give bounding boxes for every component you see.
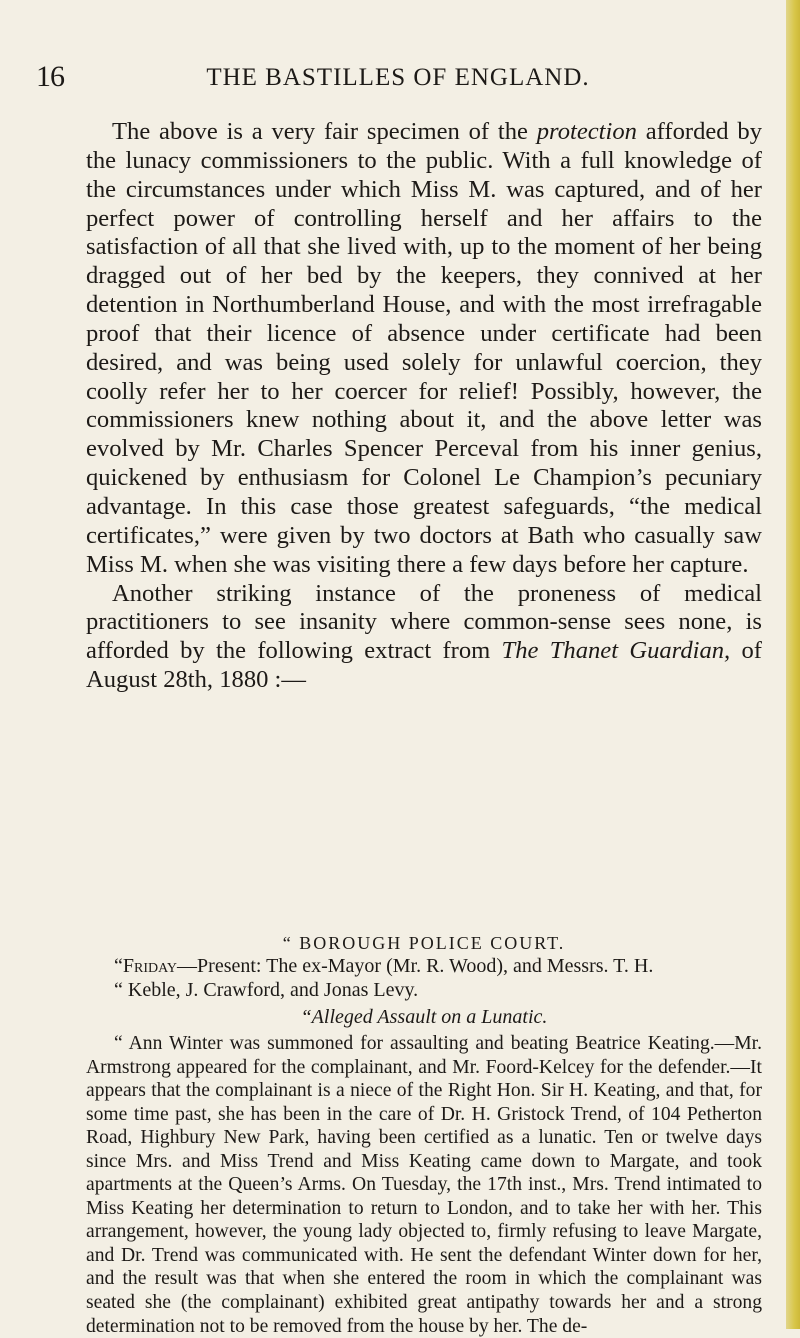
paragraph-2 <box>86 580 762 695</box>
paragraph-1 <box>86 118 762 580</box>
paragraph-1-text-b: afforded by the lunacy commissioners to the public. With a full knowledge of the circumstances under which Miss M. was captured, and of her perfect power of controlling herself and her affairs to the satisfaction of all that she lived with, up to the moment of her being dragged out of her bed by the keepers, they connived at her detention in Northumberland House, and with the most irrefragable proof that their licence of absence under certificate had been desired, and was being used solely for unlawful coercion, they coolly refer her to her coercer for relief! Possibly, however, the commissioners knew nothing about it, and the above letter was evolved by Mr. Charles Spencer Perceval from his inner genius, quickened by enthusiasm for Colonel Le Champion’s pecuniary advantage. In this case those greatest safeguards, “the medical certificates,” were given by two doctors at Bath who casually saw Miss M. when she was visiting there a few days before her capture. <box>86 118 762 578</box>
extract-heading: “ BOROUGH POLICE COURT. <box>282 933 566 953</box>
newspaper-extract <box>86 932 762 1338</box>
book-page <box>28 0 768 1337</box>
page-edge <box>786 0 800 1329</box>
running-head <box>28 60 768 100</box>
court-present-line-2: “ Keble, J. Crawford, and Jonas Levy. <box>114 979 419 1001</box>
court-present-text: —Present: The ex-Mayor (Mr. R. Wood), and Messrs. T. H. <box>177 955 654 977</box>
paragraph-2-text-a: Another striking instance of the proneness of medical practitioners to see insanity where common-sense sees none, is afforded by the following extract from <box>86 579 762 665</box>
friday-label: “Friday <box>114 955 178 977</box>
extract-subheading: “Alleged Assault on a Lunatic. <box>300 1006 548 1028</box>
paragraph-1-italic: protection <box>536 118 637 145</box>
main-text <box>86 118 762 695</box>
extract-body: “ Ann Winter was summoned for assaulting and beating Beatrice Keating.—Mr. Armstrong appeared for the complainant, and Mr. Foord-Kelcey for the defender.—It appears that the complainant is a niece of the Right Hon. Sir H. Keating, and that, for some time past, she has been in the care of Dr. H. Gristock Trend, of 104 Petherton Road, Highbury New Park, having been certified as a lunatic. Ten or twelve days since Mrs. and Miss Trend and Miss Keating came down to Margate, and took apartments at the Queen’s Arms. On Tuesday, the 17th inst., Mrs. Trend intimated to Miss Keating her determination to return to London, and to take her with her. This arrangement, however, the young lady objected to, firmly refusing to leave Margate, and Dr. Trend was communicated with. He sent the defendant Winter down for her, and the result was that when she entered the room in which the complainant was seated she (the complainant) exhibited great antipathy towards her and a strong determination not to be removed from the house by her. The de- <box>86 1033 762 1337</box>
paragraph-1-text-a: The above is a very fair specimen of the <box>112 118 537 145</box>
paragraph-2-text-b: of August 28th, 1880 :— <box>86 637 762 694</box>
newspaper-title: The Thanet Guardian, <box>501 637 731 665</box>
court-present-line <box>86 954 762 978</box>
running-title: THE BASTILLES OF ENGLAND. <box>206 64 590 91</box>
page-number: 16 <box>36 60 64 93</box>
